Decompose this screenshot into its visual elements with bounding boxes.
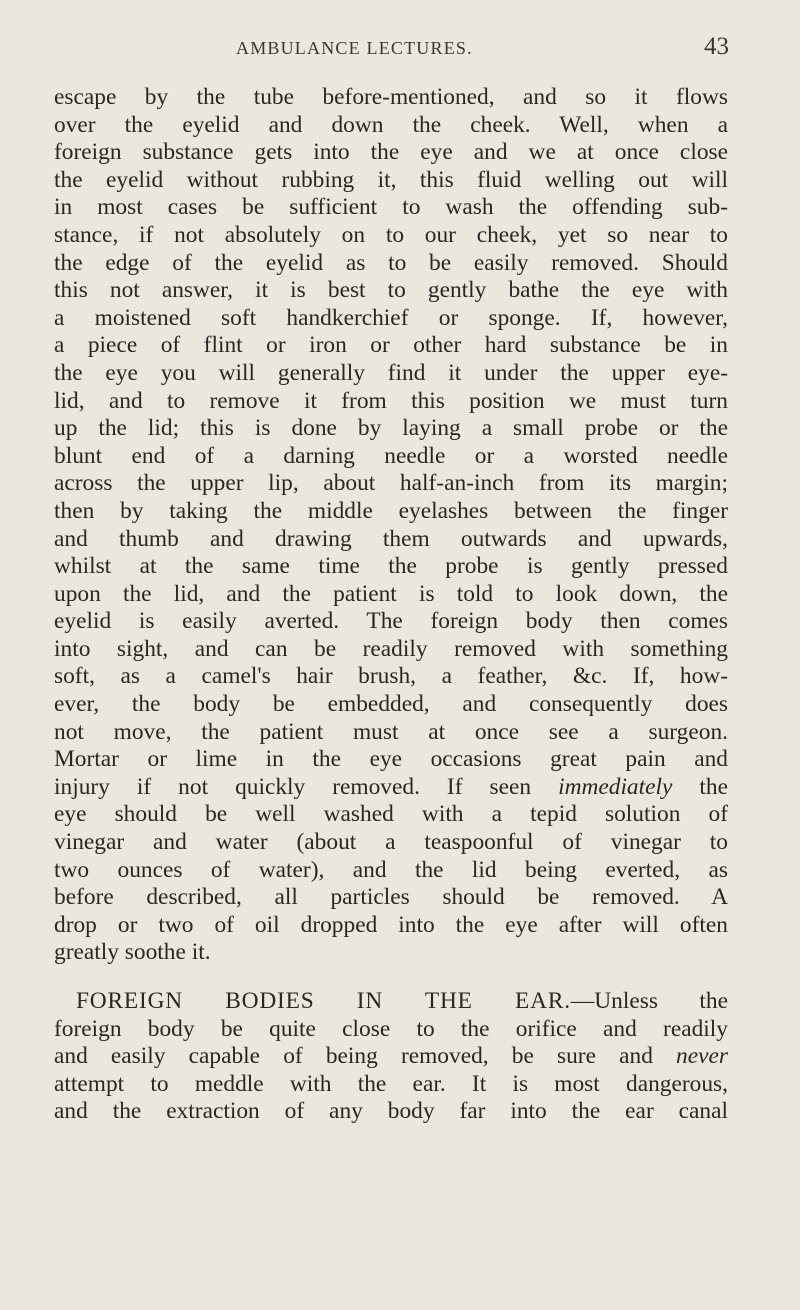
text-line: whilst at the same time the probe is gently pressed (54, 553, 728, 580)
text-line: the eyelid without rubbing it, this fluid welling out will (54, 166, 728, 193)
running-title: AMBULANCE LECTURES. (236, 38, 473, 58)
text-line: blunt end of a darning needle or a worsted needle (54, 442, 728, 469)
section-heading: FOREIGN BODIES IN THE EAR. (76, 988, 571, 1014)
text-line: over the eyelid and down the cheek. Well, when a (54, 111, 728, 138)
text-line: not move, the patient must at once see a surgeon. (54, 718, 728, 745)
text-line: greatly soothe it. (54, 939, 211, 966)
text-line: across the upper lip, about half-an-inch from its margin; (54, 470, 728, 497)
text-segment: —Unless the (570, 988, 728, 1014)
paragraph-ear (54, 988, 728, 1126)
paragraph-eye (54, 84, 728, 967)
text-line: into sight, and can be readily removed with something (54, 635, 728, 662)
text-line: a moistened soft handkerchief or sponge. If, however, (54, 304, 728, 331)
text-line: up the lid; this is done by laying a small probe or the (54, 415, 728, 442)
text-line: drop or two of oil dropped into the eye after will often (54, 911, 728, 938)
text-line: stance, if not absolutely on to our cheek, yet so near to (54, 221, 728, 248)
text-line: in most cases be sufficient to wash the offending sub- (54, 194, 728, 221)
text-line: lid, and to remove it from this position we must turn (54, 387, 728, 414)
text-line-with-italic (54, 1043, 728, 1071)
text-line: eye should be well washed with a tepid solution of (54, 801, 728, 828)
text-line: vinegar and water (about a teaspoonful of vinegar to (54, 829, 728, 856)
text-segment: and easily capable of being removed, be sure and (54, 1043, 653, 1070)
text-line: and thumb and drawing them outwards and upwards, (54, 525, 728, 552)
text-line: this not answer, it is best to gently bathe the eye with (54, 277, 728, 304)
text-line: attempt to meddle with the ear. It is most dangerous, (54, 1070, 728, 1097)
text-line: the eye you will generally find it under the upper eye- (54, 359, 728, 386)
text-line: escape by the tube before-mentioned, and so it flows (54, 84, 728, 110)
paragraph-gap (54, 967, 728, 988)
text-line: eyelid is easily averted. The foreign body then comes (54, 608, 728, 635)
text-line-with-italic (54, 774, 728, 802)
italic-emphasis: immediately (558, 773, 673, 800)
text-segment: injury if not quickly removed. If seen (54, 773, 559, 800)
text-line: foreign body be quite close to the orifice and readily (54, 1015, 728, 1042)
text-line: before described, all particles should be removed. A (54, 884, 728, 911)
text-line: ever, the body be embedded, and consequently does (54, 691, 728, 718)
text-line: and the extraction of any body far into the ear canal (54, 1098, 728, 1125)
text-line: two ounces of water), and the lid being everted, as (54, 856, 728, 883)
page-number: 43 (704, 33, 729, 60)
text-line: the edge of the eyelid as to be easily removed. Should (54, 249, 728, 276)
text-line-with-heading (54, 988, 728, 1016)
text-line: then by taking the middle eyelashes between the finger (54, 497, 728, 524)
text-segment: the (672, 773, 728, 800)
text-line: foreign substance gets into the eye and we at once close (54, 139, 728, 166)
text-line: soft, as a camel's hair brush, a feather, &c. If, how- (54, 663, 728, 690)
body-text (54, 84, 728, 1126)
text-line: a piece of flint or iron or other hard substance be in (54, 332, 728, 359)
text-line: Mortar or lime in the eye occasions great pain and (54, 746, 728, 773)
italic-emphasis: never (676, 1043, 728, 1070)
text-line: upon the lid, and the patient is told to look down, the (54, 580, 728, 607)
